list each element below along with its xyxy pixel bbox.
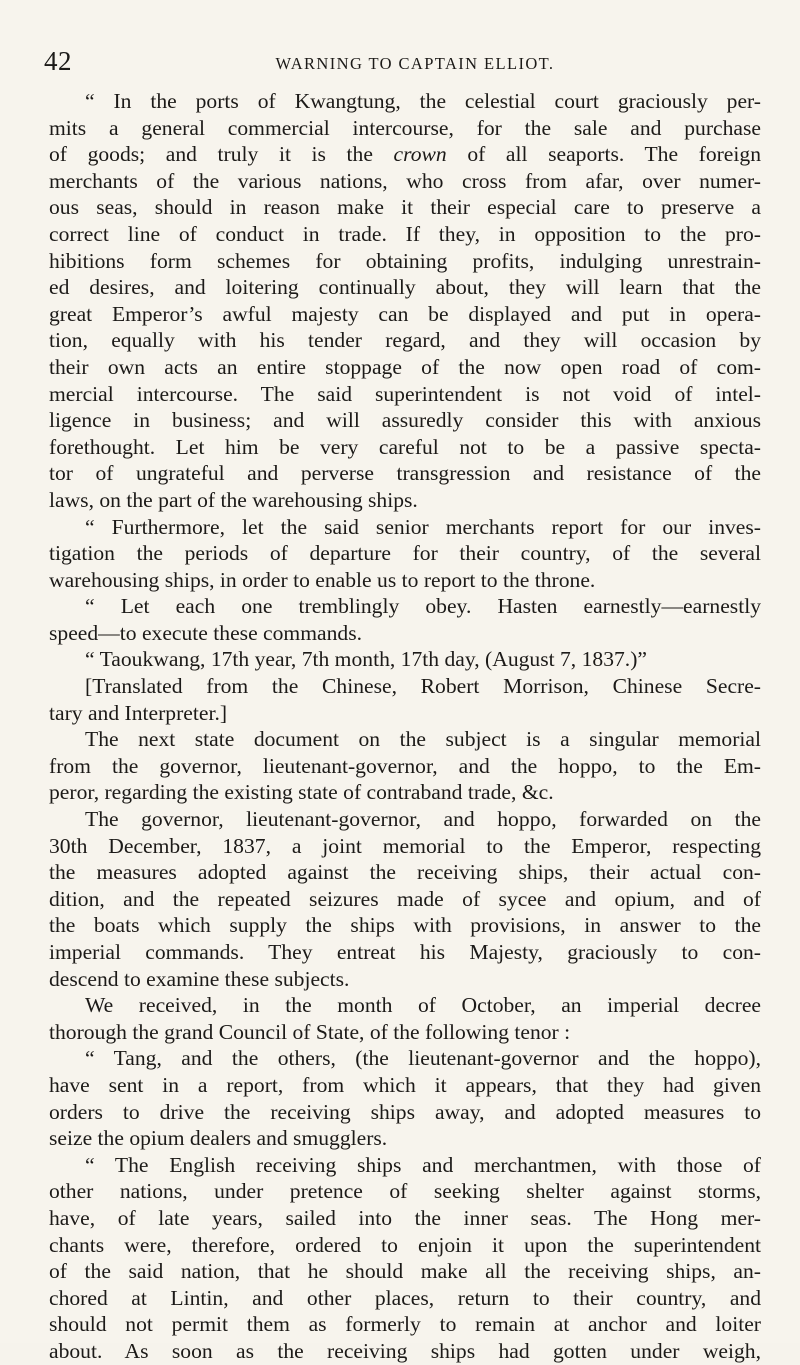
page-header — [44, 46, 756, 82]
text-line: [Translated from the Chinese, Robert Morrison, Chinese Secre- — [85, 674, 761, 699]
text-line: ous seas, should in reason make it their especial care to preserve a — [49, 195, 761, 220]
text-line: speed—to execute these commands. — [49, 620, 363, 645]
text-line: ed desires, and loitering continually about, they will learn that the — [49, 275, 761, 300]
text-line: thorough the grand Council of State, of the following tenor : — [49, 1019, 571, 1044]
text-line: their own acts an entire stoppage of the now open road of com- — [49, 354, 761, 379]
text-line: laws, on the part of the warehousing ships. — [49, 487, 418, 512]
text-line: from the governor, lieutenant-governor, and the hoppo, to the Em- — [49, 753, 761, 778]
text-line: great Emperor’s awful majesty can be displayed and put in opera- — [49, 301, 761, 326]
text-line: of goods; and truly it is the crown of all seaports. The foreign — [49, 142, 761, 167]
text-line: “ Let each one tremblingly obey. Hasten earnestly—earnestly — [85, 594, 761, 619]
text-line: other nations, under pretence of seeking shelter against storms, — [49, 1179, 761, 1204]
text-line: tion, equally with his tender regard, and they will occasion by — [49, 328, 761, 353]
text-line: ligence in business; and will assuredly consider this with anxious — [49, 408, 761, 433]
text-line: We received, in the month of October, an imperial decree — [85, 993, 761, 1018]
text-line: 30th December, 1837, a joint memorial to the Emperor, respecting — [49, 833, 761, 858]
text-line: “ Furthermore, let the said senior merchants report for our inves- — [85, 514, 761, 539]
text-line: correct line of conduct in trade. If they, in opposition to the pro- — [49, 221, 761, 246]
text-line: the boats which supply the ships with provisions, in answer to the — [49, 913, 761, 938]
running-title: WARNING TO CAPTAIN ELLIOT. — [275, 54, 555, 73]
text-line: tary and Interpreter.] — [49, 700, 228, 725]
text-line: the measures adopted against the receiving ships, their actual con- — [49, 860, 761, 885]
text-line: dition, and the repeated seizures made of sycee and opium, and of — [49, 886, 761, 911]
emphasis: crown — [393, 142, 447, 167]
text-line: imperial commands. They entreat his Majesty, graciously to con- — [49, 940, 761, 964]
text-line: “ In the ports of Kwangtung, the celestial court graciously per- — [85, 89, 761, 113]
text-line: chored at Lintin, and other places, return to their country, and — [49, 1285, 761, 1310]
text-line: The next state document on the subject is a singular memorial — [85, 727, 761, 752]
text-line: tigation the periods of departure for their country, of the several — [49, 541, 761, 566]
text-line: “ The English receiving ships and merchantmen, with those of — [85, 1152, 761, 1177]
text-line: about. As soon as the receiving ships had gotten under weigh, — [49, 1338, 761, 1363]
text-line: seize the opium dealers and smugglers. — [49, 1126, 388, 1151]
text-line: should not permit them as formerly to remain at anchor and loiter — [49, 1312, 761, 1337]
body-text — [49, 88, 761, 1365]
text-line: peror, regarding the existing state of contraband trade, &c. — [49, 780, 554, 805]
text-line: have sent in a report, from which it appears, that they had given — [49, 1072, 761, 1097]
text-line: of the said nation, that he should make all the receiving ships, an- — [49, 1259, 761, 1284]
text-line: have, of late years, sailed into the inner seas. The Hong mer- — [49, 1205, 761, 1230]
text-line: hibitions form schemes for obtaining profits, indulging unrestrain- — [49, 248, 761, 273]
text-line: warehousing ships, in order to enable us to report to the throne. — [49, 567, 596, 592]
text-line: forethought. Let him be very careful not to be a passive specta- — [49, 434, 761, 459]
text-line: tor of ungrateful and perverse transgression and resistance of the — [49, 461, 761, 486]
text-line: mercial intercourse. The said superintendent is not void of intel- — [49, 381, 761, 406]
text-line: The governor, lieutenant-governor, and hoppo, forwarded on the — [85, 807, 761, 832]
text-line: chants were, therefore, ordered to enjoin it upon the superintendent — [49, 1232, 761, 1257]
page-number: 42 — [44, 46, 72, 76]
text-line: orders to drive the receiving ships away, and adopted measures to — [49, 1099, 761, 1124]
text-line: mits a general commercial intercourse, for the sale and purchase — [49, 115, 761, 140]
text-line: merchants of the various nations, who cross from afar, over numer- — [49, 168, 761, 193]
text-line: descend to examine these subjects. — [49, 966, 350, 991]
text-line: “ Tang, and the others, (the lieutenant-governor and the hoppo), — [85, 1046, 761, 1071]
text-line: “ Taoukwang, 17th year, 7th month, 17th day, (August 7, 1837.)” — [85, 647, 647, 672]
